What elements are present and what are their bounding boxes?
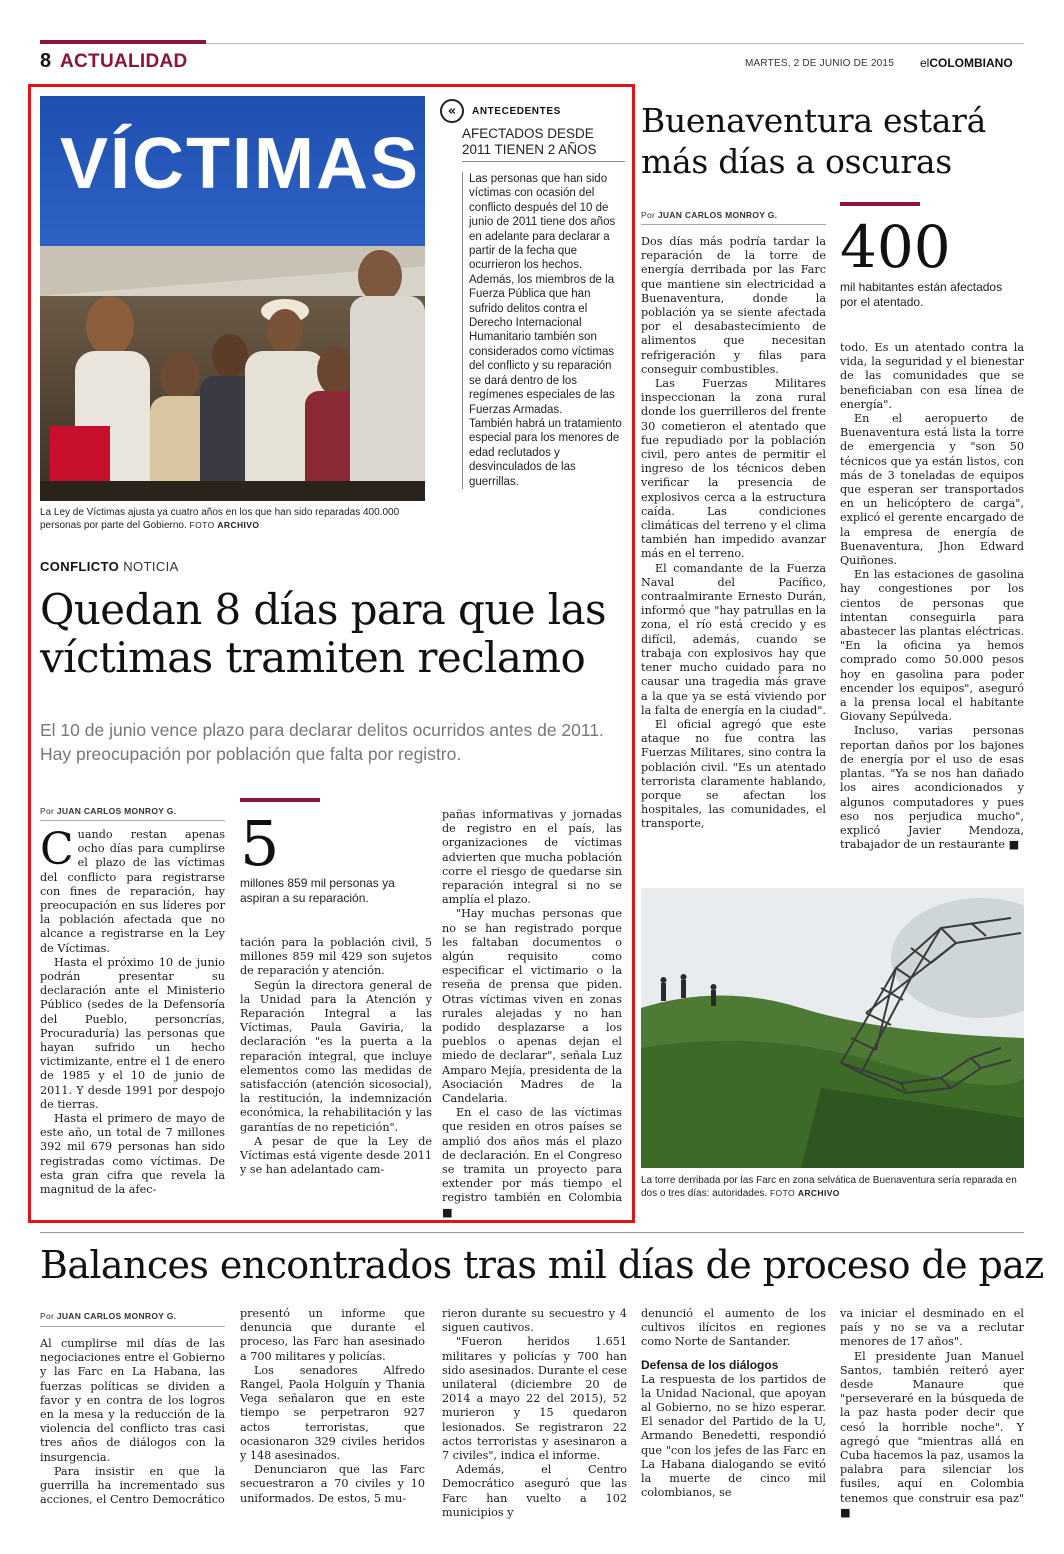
- page-number: 8: [40, 50, 52, 72]
- right-byline-rule: [641, 224, 826, 225]
- main-deck: El 10 de junio vence plazo para declarar delitos ocurridos antes de 2011. Hay preocupación por población que falta por registro.: [40, 720, 604, 764]
- bottom-byline-rule: [40, 1326, 225, 1327]
- bottom-col3-p2: "Fueron heridos 1.651 militares y policías y 700 han sido asesinados. Durante el cese unilateral (diciembre 20 de 2014 a mayo 22 del 2015), 52 murieron y 15 quedaron lesionados. Se registraron 22 actos terroristas y asesinaron a 7 civiles", indica el informe.: [442, 1335, 627, 1463]
- drop-cap: C: [40, 824, 74, 875]
- header-thin-rule: [206, 43, 1024, 44]
- main-stat-text: millones 859 mil personas ya aspiran a su reparación.: [240, 876, 395, 905]
- right-col1-p2: Las Fuerzas Militares inspeccionan la zona rural donde los guerrilleros del frente 30 cometieron el atentado que fue repudiado por la población civil, pero antes de permitir el ingreso de los técnicos deben verificar la presencia de explosivos cerca a la estructura caída. Las condiciones climáticas del terreno y el clima también han impedido avanzar más en el terreno.: [641, 377, 826, 561]
- bottom-col1-p1: Al cumplirse mil días de las negociaciones entre el Gobierno y las Farc en La Habana, las fuerzas políticas se dividen a favor y en contra de los logros en la mesa y la reducción de la violencia del conflicto tras casi tres años de diálogos con la insurgencia.: [40, 1337, 225, 1464]
- bottom-col4-p1: denunció el aumento de los cultivos ilícitos en regiones como Norte de Santander.: [641, 1307, 826, 1349]
- bottom-col1-p2: Para insistir en que la guerrilla ha incrementado sus acciones, el Centro Democrático: [40, 1464, 225, 1507]
- paper-name-bold: COLOMBIANO: [929, 56, 1013, 70]
- sidebar-paragraph: Además, los miembros de la Fuerza Pública que han sufrido delitos contra el Derecho Internacional Humanitario también son considerados como víctimas del conflicto y su reparación se dará dentro de los regímenes especiales de las Fuerzas Armadas.: [469, 273, 615, 416]
- tower-caption-text: La torre derribada por las Farc en zona selvática de Buenaventura sería reparada en dos o tres días: autoridades.: [641, 1175, 1017, 1199]
- main-col3-p3: En el caso de las víctimas que residen en otros países se amplió dos años más el plazo de declaración. En el Congreso se tramita un proyecto para extender por más tiempo el registro también en Colombia ■: [442, 1106, 622, 1219]
- victims-photo: [40, 96, 425, 501]
- sidebar-title: AFECTADOS DESDE 2011 TIENEN 2 AÑOS: [462, 126, 625, 162]
- bottom-column-3: [442, 1307, 627, 1520]
- issue-date: MARTES, 2 DE JUNIO DE 2015: [745, 58, 894, 69]
- main-column-3: [442, 808, 622, 1220]
- bottom-col3-p1: rieron durante su secuestro y 4 siguen cautivos.: [442, 1307, 627, 1335]
- main-col3-p1: pañas informativas y jornadas de registro en el país, las organizaciones de víctimas advierten que mucha población corre el riesgo de quedarse sin reparación integral si no se amplía el plazo.: [442, 808, 622, 907]
- tower-caption-credit-prefix: FOTO: [769, 1188, 796, 1198]
- photo-sign-text: VÍCTIMAS: [60, 124, 421, 204]
- right-stat-number: 400: [840, 213, 951, 281]
- story-kicker: [40, 559, 179, 574]
- section-title: ACTUALIDAD: [60, 51, 188, 72]
- kicker-light: NOTICIA: [123, 559, 179, 574]
- bottom-column-2: [240, 1307, 425, 1506]
- main-col1-p2: Hasta el próximo 10 de junio podrán presentar su declaración ante el Ministerio Público (sedes de la Defensoría del Pueblo, personcrías, Procuraduría) las personas que hayan sufrido un hecho victimizante, entre el 1 de enero de 1985 y el 10 de junio de 2011. Y desde 1991 por despojo de tierras.: [40, 955, 225, 1111]
- bottom-col2-p2: Los senadores Alfredo Rangel, Paola Holguín y Thania Vega señalaron que en este tiempo se perpetraron 927 actos terroristas, que ocasionaron 329 civiles heridos y 148 asesinados.: [240, 1363, 425, 1463]
- main-column-1: [40, 824, 225, 1197]
- chevron-left-icon: «: [440, 99, 464, 123]
- main-column-2: [240, 936, 432, 1177]
- caption-text: La Ley de Víctimas ajusta ya cuatro años en los que han sido reparadas 400.000 personas por parte del Gobierno.: [40, 507, 400, 531]
- sidebar-body: [462, 172, 625, 489]
- tower-caption-credit: ARCHIVO: [797, 1188, 840, 1198]
- bottom-column-4: [641, 1307, 826, 1500]
- bottom-col5-p2: El presidente Juan Manuel Santos, también reiteró ayer desde Manaure que "perseveraré en la búsqueda de la paz hasta poder decir que cesó la horrible noche". Y agregó que "mientras allá en Cuba hacemos la paz, usamos la palabra para silenciar los fusiles, aquí en Colombia tenemos que construir esa paz" ■: [840, 1349, 1024, 1519]
- right-col2-p4: Incluso, varias personas reportan daños por los bajones de energía por el uso de esas plantas. "Ya se nos han dañado los aires acondicionados y algunos computadores y pues eso nos perjudica mucho", explicó Javier Mendoza, trabajador de un restaurante ■: [840, 724, 1024, 852]
- main-headline: Quedan 8 días para que las víctimas tramiten reclamo: [40, 585, 606, 682]
- bottom-col2-p3: Denunciaron que las Farc secuestraron a 70 civiles y 10 uniformados. De estos, 5 mu-: [240, 1463, 425, 1505]
- bottom-divider: [40, 1232, 1024, 1233]
- bottom-byline-prefix: Por: [40, 1311, 55, 1321]
- main-stat-number: 5: [240, 807, 280, 880]
- right-column-1: [641, 235, 826, 832]
- bottom-col4-subhead: Defensa de los diálogos: [641, 1357, 779, 1372]
- right-col2-p1: todo. Es un atentado contra la vida, la seguridad y el bienestar de las comunidades que se beneficiaban con esa línea de energía".: [840, 341, 1024, 411]
- victims-photo-caption: [40, 506, 425, 532]
- tower-photo-art: [641, 888, 1024, 1168]
- byline-prefix: Por: [40, 806, 55, 816]
- right-byline-prefix: Por: [641, 210, 656, 220]
- main-col2-p1: tación para la población civil, 5 millones 859 mil 429 son sujetos de reparación y atención.: [240, 936, 432, 978]
- victims-photo-art: [40, 96, 425, 501]
- bottom-col5-p1: va iniciar el desminado en el país y no se va a reclutar menores de 17 años".: [840, 1307, 1024, 1349]
- antecedentes-sidebar: [440, 98, 625, 489]
- main-byline-rule: [40, 820, 225, 821]
- right-headline: Buenaventura estará más días a oscuras: [641, 101, 986, 181]
- main-col1-p1: [40, 824, 225, 956]
- paper-name: [920, 56, 1013, 70]
- tower-photo-caption: [641, 1174, 1024, 1200]
- paper-prefix: el: [920, 56, 930, 70]
- sidebar-label: ANTECEDENTES: [472, 105, 561, 117]
- bottom-byline: [40, 1311, 176, 1321]
- right-col2-p2: En el aeropuerto de Buenaventura está lista la torre de emergencia y "son 50 técnicos que ya están listos, con más de 3 toneladas de equipos que esperan ser transportados en un helicóptero de carga", explicó el gerente encargado de la empresa de energía de Buenaventura, Jhon Edward Quiñones.: [840, 412, 1024, 568]
- bottom-col4-p2: La respuesta de los partidos de la Unidad Nacional, que apoyan al Gobierno, no se hizo esperar. El senador del Partido de la U, Armando Benedetti, respondió que "con los jefes de las Farc en La Habana dialogando se evitó la muerte de cinco mil colombianos, se: [641, 1372, 826, 1500]
- right-column-2: [840, 341, 1024, 852]
- right-stat-text: mil habitantes están afectados por el atentado.: [840, 280, 1003, 309]
- right-col2-p3: En las estaciones de gasolina hay congestiones por los cientos de personas que intentan conseguirla para abastecer las plantas eléctricas. "En la oficina ya hemos comprado como 50.000 pesos hoy en gasolina para poder encender los equipos", aseguró a la prensa local el habitante Giovany Sepúlveda.: [840, 568, 1024, 724]
- bottom-byline-name: JUAN CARLOS MONROY G.: [56, 1311, 177, 1321]
- main-col2-p3: A pesar de que la Ley de Víctimas está vigente desde 2011 y se han adelantado cam-: [240, 1134, 432, 1177]
- bottom-headline: Balances encontrados tras mil días de proceso de paz: [40, 1243, 1044, 1287]
- bottom-column-5: [840, 1307, 1024, 1520]
- main-stat-rule: [240, 798, 320, 802]
- right-byline: [641, 210, 777, 220]
- bottom-col3-p3: Además, el Centro Democrático aseguró que las Farc han vuelto a 102 municipios y: [442, 1463, 627, 1519]
- tower-photo: [641, 888, 1024, 1168]
- right-byline-name: JUAN CARLOS MONROY G.: [657, 210, 778, 220]
- byline-name: JUAN CARLOS MONROY G.: [56, 806, 177, 816]
- header-top-rule: [40, 40, 206, 44]
- bottom-column-1: [40, 1337, 225, 1507]
- main-byline: [40, 806, 176, 816]
- bottom-col2-p1: presentó un informe que denuncia que durante el proceso, las Farc han asesinado a 700 militares y policías.: [240, 1307, 425, 1363]
- main-col2-p2: Según la directora general de la Unidad para la Atención y Reparación Integral a las Víctimas, Paula Gaviria, la declaración "es la puerta a la reparación integral, que incluye elementos como las medidas de satisfacción (atención sicosocial), la restitución, la indemnización económica, la rehabilitación y las garantías de no repetición".: [240, 978, 432, 1134]
- drop-cap-rest: uando restan apenas ocho días para cumplirse el plazo de las víctimas del conflicto para registrarse con fines de reparación, hay preocupación en sus líderes por la población afectada que no alcance a registrarse en la Ley de Víctimas.: [40, 828, 225, 955]
- right-col1-p3: El comandante de la Fuerza Naval del Pacífico, contraalmirante Ernesto Durán, informó que "hay patrullas en la zona, el río está crecido y es difícil, además, cuando se trabaja con explosivos hay que tener mucho cuidado para no causar una tragedia más grave a la que ya se está viviendo por la falta de energía en la ciudad".: [641, 561, 826, 717]
- right-col1-p1: Dos días más podría tardar la reparación de la torre de energía derribada por las Farc que mantiene sin electricidad a Buenaventura, donde la población ya se siente afectada por el desabastecimiento de alimentos que necesitan refrigeración y filas para conseguir combustibles.: [641, 235, 826, 376]
- kicker-bold: CONFLICTO: [40, 559, 120, 574]
- sidebar-paragraph: También habrá un tratamiento especial para los menores de edad reclutados y desvinculados de las guerrillas.: [469, 417, 622, 488]
- right-stat-rule: [840, 202, 920, 206]
- sidebar-paragraph: Las personas que han sido víctimas con ocasión del conflicto después del 10 de junio de 2011 tiene dos años en adelante para declarar a partir de la fecha que ocurrieron los hechos.: [469, 173, 616, 272]
- caption-credit: ARCHIVO: [217, 520, 260, 530]
- main-col1-p3: Hasta el primero de mayo de este año, un total de 7 millones 392 mil 679 personas han sido registradas como víctimas. De esta gran cifra que revela la magnitud de la afec-: [40, 1112, 225, 1197]
- right-col1-p4: El oficial agregó que este ataque no fue contra las Fuerzas Militares, sino contra la población civil. "Es un atentado terrorista claramente hablando, porque se afectan los hospitales, las comunidades, el transporte,: [641, 717, 826, 831]
- main-col3-p2: "Hay muchas personas que no se han registrado porque les faltaban documentos o algún requisito como especificar el victimario o la reseña de prensa que piden. Otras víctimas viven en zonas rurales alejadas y no han podido desplazarse a los pueblos o apenas dejan el miedo de declarar", señala Luz Amparo Mejía, presidenta de la Asociación Madres de la Candelaria.: [442, 907, 622, 1106]
- caption-credit-prefix: FOTO: [189, 520, 215, 530]
